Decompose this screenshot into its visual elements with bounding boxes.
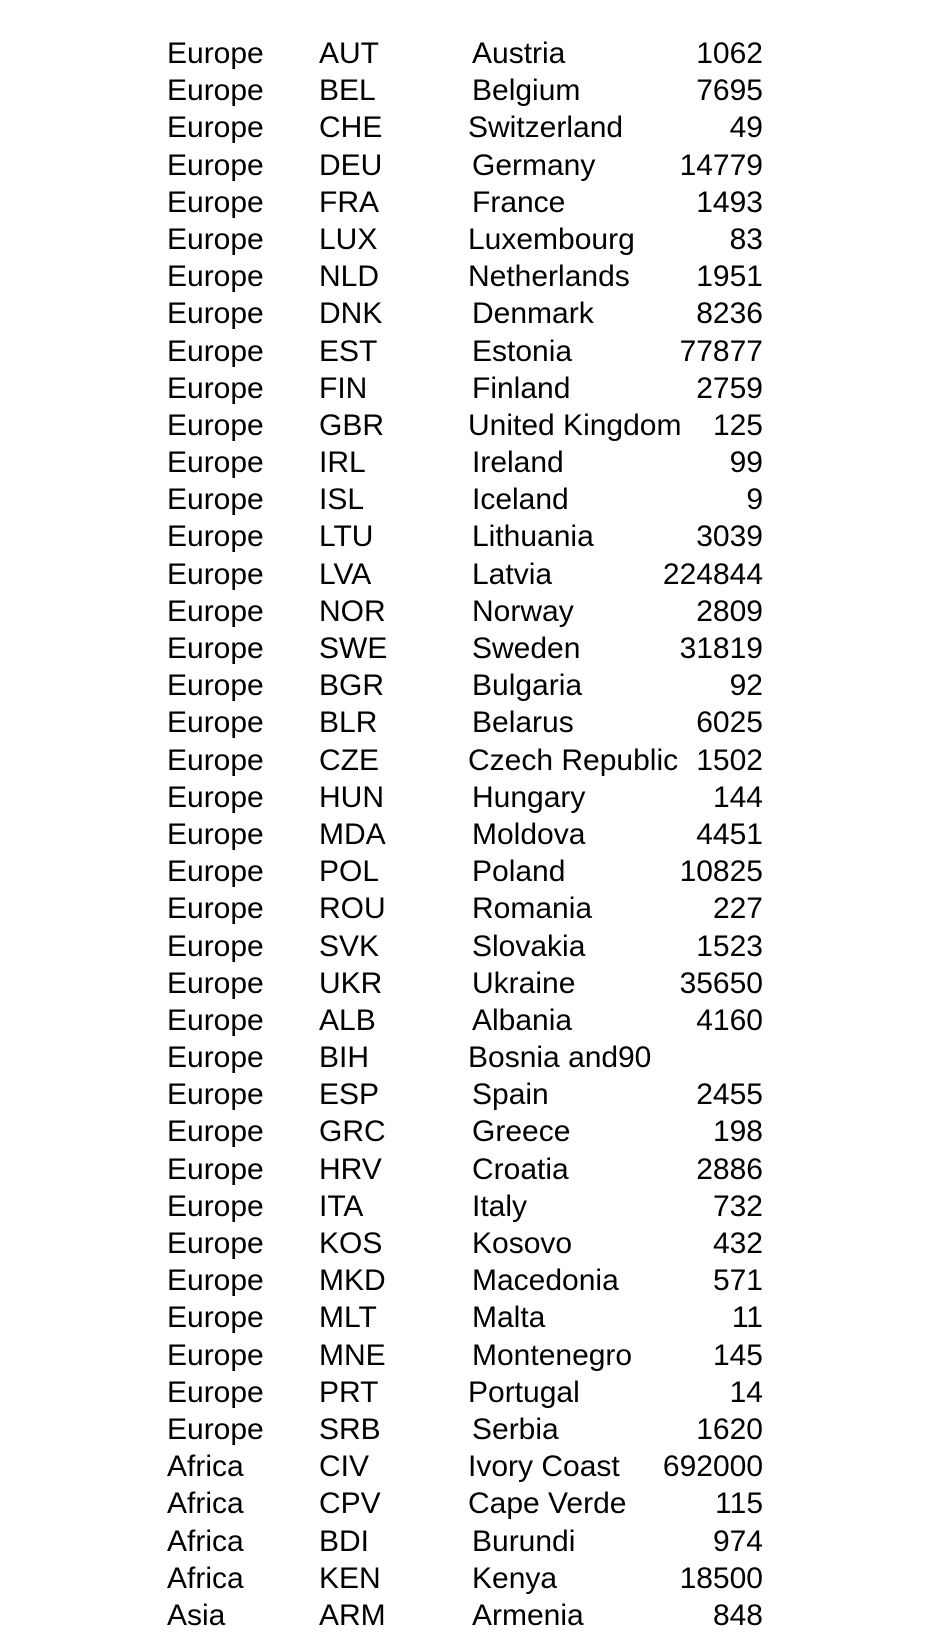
cell-code[interactable]: BDI: [319, 1524, 370, 1558]
cell-code[interactable]: CIV: [319, 1450, 370, 1484]
table-row: [0, 1448, 926, 1485]
cell-value[interactable]: 144: [712, 780, 763, 814]
cell-region[interactable]: Europe: [167, 557, 264, 591]
cell-region[interactable]: Europe: [167, 817, 264, 851]
cell-country[interactable]: Armenia: [472, 1598, 584, 1632]
cell-code[interactable]: SRB: [319, 1412, 381, 1446]
table-row: [0, 816, 926, 853]
cell-code[interactable]: SWE: [319, 632, 388, 665]
cell-code[interactable]: BEL: [319, 74, 376, 108]
cell-country[interactable]: Croatia: [472, 1152, 569, 1186]
cell-value[interactable]: 1523: [696, 929, 763, 963]
cell-value[interactable]: 99: [729, 446, 763, 480]
table-row: [0, 295, 926, 332]
cell-code[interactable]: ARM: [319, 1598, 386, 1632]
table-row: [0, 965, 926, 1002]
cell-country[interactable]: Belarus: [472, 706, 574, 740]
cell-value[interactable]: 49: [729, 111, 763, 145]
cell-value[interactable]: 4160: [696, 1003, 763, 1037]
cell-value[interactable]: 848: [712, 1598, 763, 1632]
cell-country[interactable]: United Kingdom: [468, 408, 682, 442]
cell-code[interactable]: GBR: [319, 408, 385, 442]
table-row: [0, 779, 926, 816]
cell-code[interactable]: CHE: [319, 111, 383, 145]
cell-region[interactable]: Asia: [167, 1598, 226, 1632]
cell-region[interactable]: Europe: [167, 1301, 264, 1335]
cell-region[interactable]: Europe: [167, 892, 264, 926]
table-row: [0, 258, 926, 295]
cell-region[interactable]: Europe: [167, 222, 264, 256]
cell-code[interactable]: FRA: [319, 185, 379, 219]
table-row: [0, 630, 926, 667]
cell-code[interactable]: BLR: [319, 706, 378, 740]
cell-value[interactable]: 1062: [696, 37, 763, 70]
cell-country[interactable]: Greece: [472, 1115, 571, 1149]
cell-region[interactable]: Europe: [167, 520, 264, 554]
cell-value[interactable]: 571: [712, 1264, 763, 1298]
table-row: [0, 481, 926, 518]
cell-region[interactable]: Europe: [167, 74, 264, 108]
cell-region[interactable]: Europe: [167, 483, 264, 517]
cell-country[interactable]: Bosnia and: [468, 1041, 619, 1075]
cell-value[interactable]: 9: [746, 483, 763, 517]
table-row: [0, 1151, 926, 1188]
cell-region[interactable]: Europe: [167, 1227, 264, 1260]
cell-value[interactable]: 92: [729, 669, 763, 703]
cell-country[interactable]: Ireland: [472, 446, 564, 480]
table-row: [0, 333, 926, 370]
cell-country[interactable]: Portugal: [468, 1375, 580, 1409]
table-row: [0, 890, 926, 927]
cell-country[interactable]: Spain: [472, 1078, 549, 1112]
cell-country[interactable]: Switzerland: [468, 111, 624, 145]
cell-value[interactable]: 83: [729, 222, 763, 256]
cell-value[interactable]: 90: [618, 1041, 652, 1075]
cell-country[interactable]: Burundi: [472, 1524, 576, 1558]
cell-code[interactable]: KOS: [319, 1227, 383, 1260]
cell-region[interactable]: Europe: [167, 706, 264, 740]
cell-region[interactable]: Europe: [167, 966, 264, 1000]
cell-code[interactable]: PRT: [319, 1375, 379, 1409]
cell-region[interactable]: Europe: [167, 929, 264, 963]
cell-code[interactable]: MKD: [319, 1264, 386, 1298]
cell-region[interactable]: Europe: [167, 594, 264, 628]
cell-country[interactable]: Netherlands: [468, 260, 630, 294]
cell-value[interactable]: 692000: [662, 1450, 763, 1484]
cell-region[interactable]: Europe: [167, 1412, 264, 1446]
cell-country[interactable]: Ukraine: [472, 966, 576, 1000]
cell-code[interactable]: POL: [319, 855, 380, 889]
table-row: [0, 1225, 926, 1262]
cell-country[interactable]: Albania: [472, 1003, 573, 1037]
cell-code[interactable]: ALB: [319, 1003, 376, 1037]
cell-region[interactable]: Europe: [167, 408, 264, 442]
cell-value[interactable]: 224844: [662, 557, 763, 591]
cell-region[interactable]: Europe: [167, 37, 264, 70]
cell-value[interactable]: 1951: [696, 260, 763, 294]
cell-country[interactable]: Bulgaria: [472, 669, 583, 703]
cell-value[interactable]: 31819: [679, 632, 763, 665]
table-row: [0, 147, 926, 184]
cell-region[interactable]: Europe: [167, 446, 264, 480]
cell-region[interactable]: Europe: [167, 780, 264, 814]
cell-country[interactable]: Malta: [472, 1301, 546, 1335]
table-row: [0, 1337, 926, 1374]
table-row: [0, 444, 926, 481]
cell-code[interactable]: MLT: [319, 1301, 377, 1335]
cell-value[interactable]: 125: [712, 408, 763, 442]
table-row: [0, 35, 926, 72]
cell-country[interactable]: Denmark: [472, 297, 594, 331]
table-row: [0, 1002, 926, 1039]
cell-value[interactable]: 1502: [696, 743, 763, 777]
cell-value[interactable]: 732: [712, 1189, 763, 1223]
cell-country[interactable]: Hungary: [472, 780, 586, 814]
cell-region[interactable]: Europe: [167, 260, 264, 294]
cell-code[interactable]: BIH: [319, 1041, 370, 1075]
cell-code[interactable]: CPV: [319, 1487, 381, 1521]
cell-region[interactable]: Africa: [167, 1487, 244, 1521]
cell-value[interactable]: 2759: [696, 371, 763, 405]
cell-code[interactable]: SVK: [319, 929, 380, 963]
table-row: [0, 1113, 926, 1150]
cell-country[interactable]: Czech Republic: [468, 743, 679, 777]
table-row: [0, 1262, 926, 1299]
cell-code[interactable]: HUN: [319, 780, 384, 814]
cell-country[interactable]: Lithuania: [472, 520, 594, 554]
cell-region[interactable]: Europe: [167, 669, 264, 703]
table-row: [0, 1485, 926, 1522]
cell-country[interactable]: Moldova: [472, 817, 586, 851]
cell-code[interactable]: LUX: [319, 222, 378, 256]
table-row: [0, 1188, 926, 1225]
cell-code[interactable]: NOR: [319, 594, 386, 628]
cell-region[interactable]: Europe: [167, 632, 264, 665]
cell-region[interactable]: Europe: [167, 1003, 264, 1037]
cell-country[interactable]: Kenya: [472, 1561, 558, 1595]
cell-region[interactable]: Europe: [167, 1115, 264, 1149]
cell-value[interactable]: 4451: [696, 817, 763, 851]
cell-country[interactable]: Latvia: [472, 557, 553, 591]
table-row: [0, 221, 926, 258]
cell-code[interactable]: HRV: [319, 1152, 382, 1186]
cell-value[interactable]: 2809: [696, 594, 763, 628]
cell-region[interactable]: Africa: [167, 1450, 244, 1484]
cell-code[interactable]: ROU: [319, 892, 386, 926]
cell-region[interactable]: Europe: [167, 148, 264, 182]
cell-value[interactable]: 1493: [696, 185, 763, 219]
cell-value[interactable]: 2455: [696, 1078, 763, 1112]
cell-country[interactable]: Ivory Coast: [468, 1450, 620, 1484]
cell-value[interactable]: 35650: [679, 966, 763, 1000]
cell-region[interactable]: Europe: [167, 185, 264, 219]
cell-country[interactable]: Belgium: [472, 74, 581, 108]
cell-country[interactable]: Poland: [472, 855, 566, 889]
cell-value[interactable]: 115: [715, 1487, 763, 1521]
cell-code[interactable]: EST: [319, 334, 378, 368]
cell-region[interactable]: Europe: [167, 1264, 264, 1298]
table-row: [0, 704, 926, 741]
table-row: [0, 667, 926, 704]
table-row: [0, 853, 926, 890]
cell-region[interactable]: Europe: [167, 1152, 264, 1186]
cell-value[interactable]: 11: [731, 1301, 763, 1335]
cell-country[interactable]: France: [472, 185, 566, 219]
cell-region[interactable]: Europe: [167, 1375, 264, 1409]
cell-code[interactable]: KEN: [319, 1561, 381, 1595]
cell-value[interactable]: 1620: [696, 1412, 763, 1446]
cell-value[interactable]: 7695: [696, 74, 763, 108]
cell-value[interactable]: 145: [712, 1338, 763, 1372]
cell-code[interactable]: GRC: [319, 1115, 386, 1149]
table-row: [0, 518, 926, 555]
table-row: [0, 742, 926, 779]
cell-value[interactable]: 10825: [679, 855, 763, 889]
cell-region[interactable]: Europe: [167, 1041, 264, 1075]
cell-country[interactable]: Slovakia: [472, 929, 586, 963]
table-row: [0, 1560, 926, 1597]
cell-country[interactable]: Sweden: [472, 632, 581, 665]
cell-code[interactable]: ITA: [319, 1189, 364, 1223]
cell-country[interactable]: Estonia: [472, 334, 573, 368]
table-row: [0, 184, 926, 221]
cell-code[interactable]: IRL: [319, 446, 366, 480]
cell-country[interactable]: Iceland: [472, 483, 569, 517]
cell-code[interactable]: LVA: [319, 557, 372, 591]
cell-code[interactable]: NLD: [319, 260, 380, 294]
table-row: [0, 556, 926, 593]
table-row: [0, 1039, 926, 1076]
cell-value[interactable]: 14779: [679, 148, 763, 182]
cell-country[interactable]: Norway: [472, 594, 574, 628]
cell-value[interactable]: 3039: [696, 520, 763, 554]
table-row: [0, 1374, 926, 1411]
cell-code[interactable]: AUT: [319, 37, 379, 70]
cell-code[interactable]: LTU: [319, 520, 374, 554]
table-row: [0, 1523, 926, 1560]
table-row: [0, 593, 926, 630]
cell-country[interactable]: Finland: [472, 371, 571, 405]
cell-region[interactable]: Europe: [167, 297, 264, 331]
cell-region[interactable]: Europe: [167, 1189, 264, 1223]
cell-country[interactable]: Luxembourg: [468, 222, 635, 256]
cell-country[interactable]: Italy: [472, 1189, 528, 1223]
cell-code[interactable]: MDA: [319, 817, 386, 851]
cell-country[interactable]: Serbia: [472, 1412, 559, 1446]
cell-region[interactable]: Europe: [167, 855, 264, 889]
cell-code[interactable]: BGR: [319, 669, 385, 703]
cell-region[interactable]: Europe: [167, 334, 264, 368]
cell-country[interactable]: Montenegro: [472, 1338, 633, 1372]
table-row: [0, 1411, 926, 1448]
table-row: [0, 1597, 926, 1634]
cell-value[interactable]: 974: [712, 1524, 763, 1558]
cell-code[interactable]: MNE: [319, 1338, 386, 1372]
cell-value[interactable]: 432: [712, 1227, 763, 1260]
cell-value[interactable]: 18500: [679, 1561, 763, 1595]
cell-value[interactable]: 198: [712, 1115, 763, 1149]
cell-code[interactable]: CZE: [319, 743, 379, 777]
table-row: [0, 1299, 926, 1336]
table-row: [0, 109, 926, 146]
cell-value[interactable]: 14: [729, 1375, 763, 1409]
cell-region[interactable]: Europe: [167, 371, 264, 405]
cell-code[interactable]: ESP: [319, 1078, 380, 1112]
cell-country[interactable]: Kosovo: [472, 1227, 573, 1260]
cell-region[interactable]: Europe: [167, 111, 264, 145]
cell-region[interactable]: Europe: [167, 743, 264, 777]
cell-country[interactable]: Cape Verde: [468, 1487, 627, 1521]
cell-value[interactable]: 8236: [696, 297, 763, 331]
cell-code[interactable]: DNK: [319, 297, 383, 331]
cell-region[interactable]: Africa: [167, 1524, 244, 1558]
cell-region[interactable]: Europe: [167, 1338, 264, 1372]
cell-code[interactable]: UKR: [319, 966, 383, 1000]
cell-code[interactable]: FIN: [319, 371, 368, 405]
cell-code[interactable]: ISL: [319, 483, 365, 517]
cell-country[interactable]: Macedonia: [472, 1264, 619, 1298]
table-row: [0, 72, 926, 109]
cell-country[interactable]: Germany: [472, 148, 596, 182]
table-row: [0, 928, 926, 965]
cell-region[interactable]: Africa: [167, 1561, 244, 1595]
cell-value[interactable]: 77877: [679, 334, 763, 368]
cell-value[interactable]: 6025: [696, 706, 763, 740]
cell-value[interactable]: 2886: [696, 1152, 763, 1186]
spreadsheet-table: [0, 35, 926, 1634]
table-row: [0, 407, 926, 444]
cell-region[interactable]: Europe: [167, 1078, 264, 1112]
cell-country[interactable]: Austria: [472, 37, 566, 70]
cell-value[interactable]: 227: [712, 892, 763, 926]
cell-code[interactable]: DEU: [319, 148, 383, 182]
cell-country[interactable]: Romania: [472, 892, 593, 926]
table-row: [0, 370, 926, 407]
table-row: [0, 1076, 926, 1113]
